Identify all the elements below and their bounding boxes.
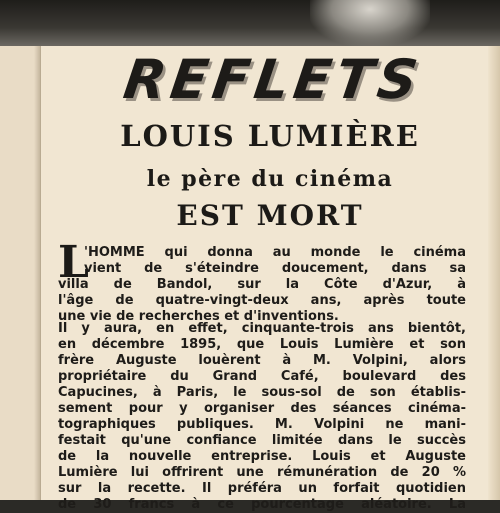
article-line: de 30 francs à ce pourcentage aléatoire. La [58,497,466,512]
article-paragraph-2 [58,321,466,513]
article-line: propriétaire du Grand Café, boulevard des [58,369,466,384]
article-line: villa de Bandol, sur la Côte d'Azur, à [58,277,466,292]
section-masthead: REFLETS [119,48,427,111]
headline-subtitle: le père du cinéma [146,166,394,192]
article-line: vient de s'éteindre doucement, dans sa [84,261,466,276]
article-line: festait qu'une confiance limitée dans le succès [58,433,466,448]
article-line: Capucines, à Paris, le sous-sol de son établis- [58,385,466,400]
article-line: sur la recette. Il préféra un forfait quotidien [58,481,466,496]
article-line: sement pour y organiser des séances cinéma- [58,401,466,416]
headline-event: EST MORT [176,199,364,232]
article-line: de la nouvelle entreprise. Louis et Auguste [58,449,466,464]
drop-cap: L [58,237,89,288]
article-line: une vie de recherches et d'inventions. [58,309,339,324]
photo-strip-top [0,0,500,46]
page-fold-shadow [34,46,40,500]
article-line: Lumière lui offrirent une rémunération de 20 % [58,465,466,480]
page-right-edge [488,46,500,500]
article-line: Il y aura, en effet, cinquante-trois ans bientôt, [58,321,466,336]
photo-highlight [310,0,430,46]
article-line: en décembre 1895, que Louis Lumière et son [58,337,466,352]
article-line: l'âge de quatre-vingt-deux ans, après toute [58,293,466,308]
headline-name: LOUIS LUMIÈRE [120,119,420,153]
article-line: tographiques publiques. M. Volpini ne mani- [58,417,466,432]
article-line: 'HOMME qui donna au monde le cinéma [84,245,466,260]
facing-page-edge [0,46,41,500]
article-line: frère Auguste louèrent à M. Volpini, alors [58,353,466,368]
article-paragraph-1 [58,237,466,325]
